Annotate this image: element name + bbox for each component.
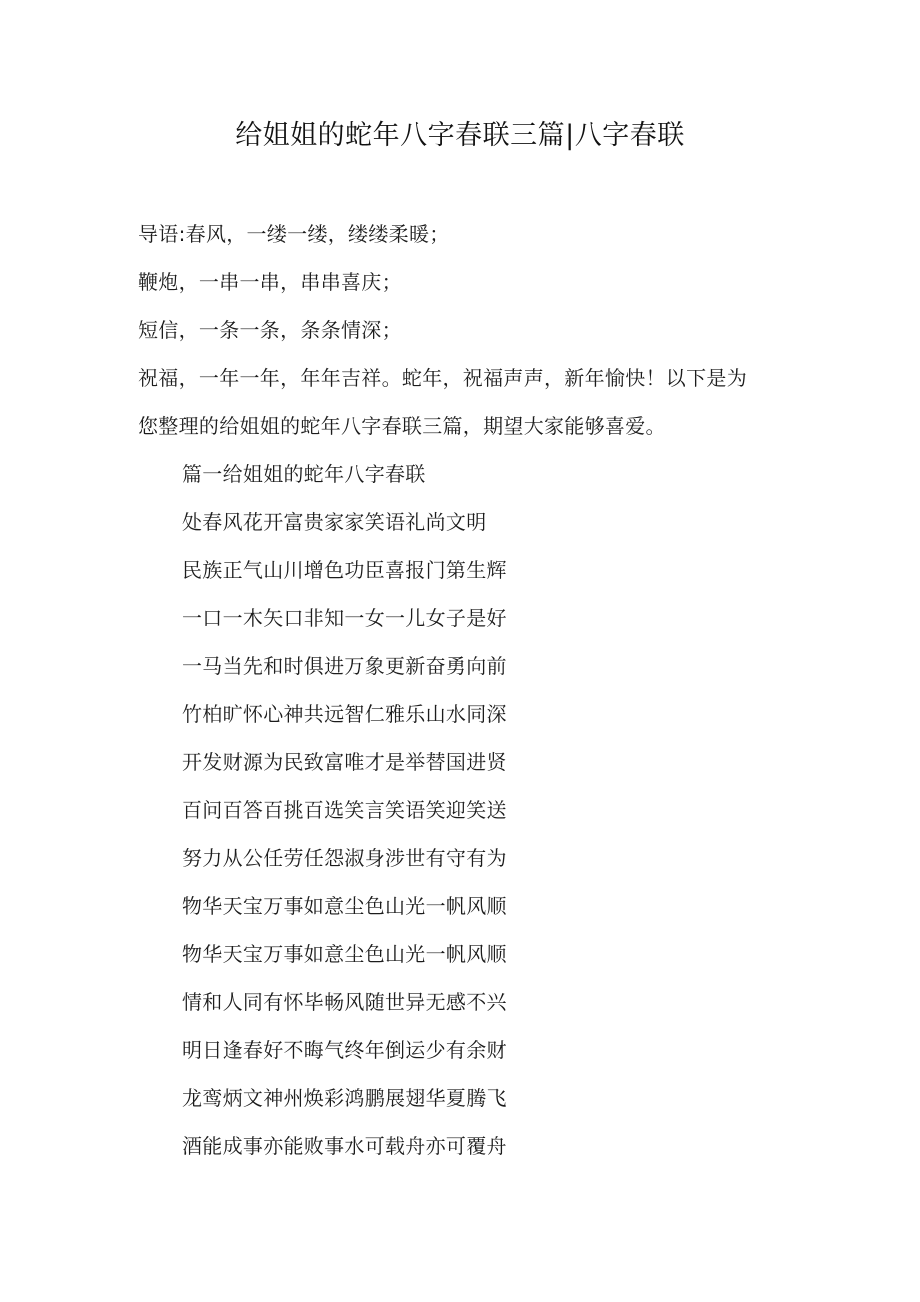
couplet-line: 明日逢春好不晦气终年倒运少有余财 (182, 1038, 507, 1062)
couplet-line: 处春风花开富贵家家笑语礼尚文明 (182, 510, 487, 534)
couplet-line: 酒能成事亦能败事水可载舟亦可覆舟 (182, 1134, 507, 1158)
intro-line: 短信，一条一条，条条情深； (138, 318, 402, 342)
couplet-line: 情和人同有怀毕畅风随世异无感不兴 (182, 990, 507, 1014)
couplet-line: 百问百答百挑百选笑言笑语笑迎笑送 (182, 798, 507, 822)
couplet-line: 竹柏旷怀心神共远智仁雅乐山水同深 (182, 702, 507, 726)
intro-line: 祝福，一年一年，年年吉祥。蛇年，祝福声声，新年愉快！以下是为 (138, 366, 747, 390)
couplet-line: 物华天宝万事如意尘色山光一帆风顺 (182, 894, 507, 918)
intro-line: 鞭炮，一串一串，串串喜庆； (138, 270, 402, 294)
intro-line: 导语:春风，一缕一缕，缕缕柔暖； (138, 222, 450, 246)
section-heading: 篇一给姐姐的蛇年八字春联 (182, 462, 426, 486)
couplet-line: 努力从公任劳任怨淑身涉世有守有为 (182, 846, 507, 870)
couplet-line: 物华天宝万事如意尘色山光一帆风顺 (182, 942, 507, 966)
couplet-line: 开发财源为民致富唯才是举替国进贤 (182, 750, 507, 774)
intro-line: 您整理的给姐姐的蛇年八字春联三篇，期望大家能够喜爱。 (138, 414, 666, 438)
document-body (138, 210, 798, 1170)
couplet-line: 龙鸾炳文神州焕彩鸿鹏展翅华夏腾飞 (182, 1086, 507, 1110)
couplet-line: 一马当先和时俱进万象更新奋勇向前 (182, 654, 507, 678)
document-title: 给姐姐的蛇年八字春联三篇|八字春联 (235, 120, 685, 151)
couplet-line: 民族正气山川增色功臣喜报门第生辉 (182, 558, 507, 582)
couplet-line: 一口一木矢口非知一女一儿女子是好 (182, 606, 507, 630)
